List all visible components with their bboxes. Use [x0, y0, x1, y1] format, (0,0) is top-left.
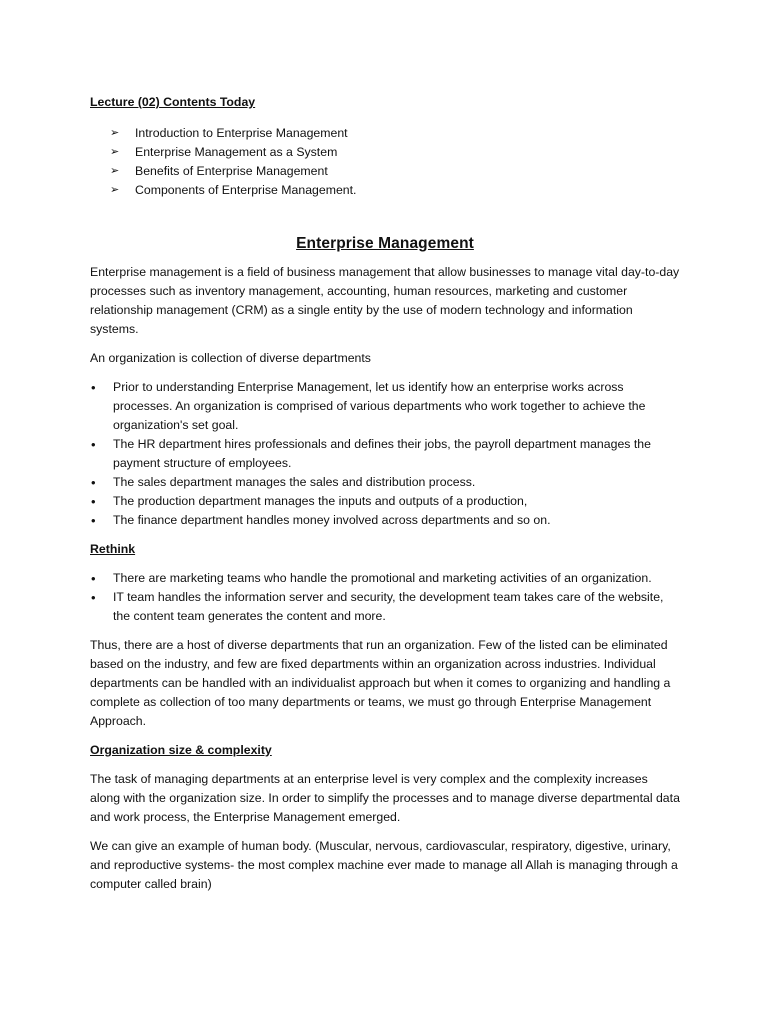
list-item: • The production department manages the inputs and outputs of a production, [90, 492, 680, 511]
list-item: ➢ Enterprise Management as a System [110, 143, 680, 162]
human-body-example-paragraph: We can give an example of human body. (Muscular, nervous, cardiovascular, respiratory, digestive, urinary, and reproductive systems- the most complex machine ever made to manage all Allah is managing through a computer called brain) [90, 839, 678, 891]
size-complexity-heading: Organization size & complexity [90, 743, 272, 757]
intro-paragraph: Enterprise management is a field of business management that allow businesses to manage vital day-to-day processes such as inventory management, accounting, human resources, marketing and customer relationship management (CRM) as a single entity by the use of modern technology and information systems. [90, 265, 680, 336]
size-complexity-paragraph: The task of managing departments at an enterprise level is very complex and the complexity increases along with the organization size. In order to simplify the processes and to manage diverse departmental data and work process, the Enterprise Management emerged. [90, 772, 680, 824]
document-body [90, 93, 680, 904]
list-item: • The HR department hires professionals and defines their jobs, the payroll department manages the payment structure of employees. [90, 435, 680, 473]
organization-line: An organization is collection of diverse departments [90, 351, 371, 365]
list-item: • There are marketing teams who handle the promotional and marketing activities of an organization. [90, 569, 680, 588]
lecture-heading: Lecture (02) Contents Today [90, 95, 256, 109]
list-item: ➢ Introduction to Enterprise Management [110, 124, 680, 143]
lecture-contents-list [90, 124, 680, 200]
departments-summary-paragraph: Thus, there are a host of diverse departments that run an organization. Few of the listed can be eliminated based on the industry, and few are fixed departments within an organization across industries. Individual departments can be handled with an individualist approach but when it comes to organizing and handling a complete as collection of too many departments or teams, we must go through Enterprise Management Approach. [90, 638, 671, 728]
list-item: • IT team handles the information server and security, the development team takes care of the website, the content team generates the content and more. [90, 588, 680, 626]
list-item: • The sales department manages the sales and distribution process. [90, 473, 680, 492]
departments-list [90, 378, 680, 530]
list-item: ➢ Benefits of Enterprise Management [110, 162, 680, 181]
list-item: ➢ Components of Enterprise Management. [110, 181, 680, 200]
list-item: • Prior to understanding Enterprise Management, let us identify how an enterprise works across processes. An organization is comprised of various departments who work together to achieve the organization's set goal. [90, 378, 680, 435]
rethink-list [90, 569, 680, 626]
list-item: • The finance department handles money involved across departments and so on. [90, 511, 680, 530]
rethink-heading: Rethink [90, 542, 136, 556]
document-title: Enterprise Management [296, 235, 474, 252]
